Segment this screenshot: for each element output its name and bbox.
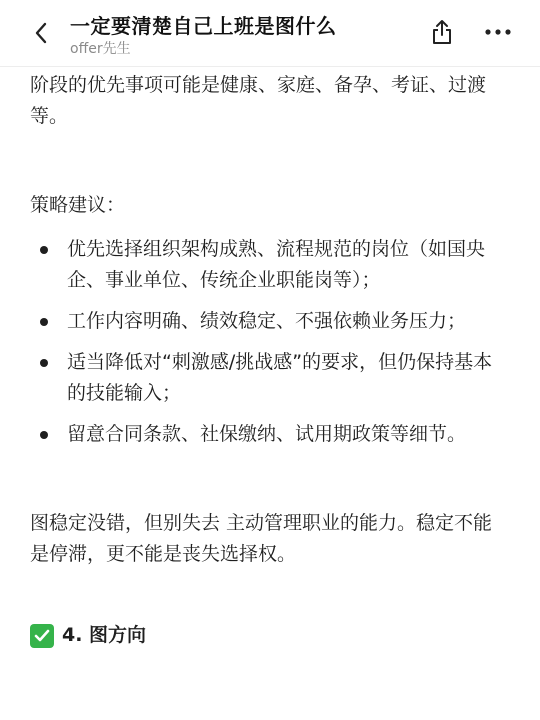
check-mark-icon: [30, 624, 54, 648]
list-item-text: 留意合同条款、社保缴纳、试用期政策等细节。: [67, 423, 467, 445]
top-bar: [0, 0, 540, 67]
bullet-dot: [40, 359, 48, 367]
list-item: [30, 234, 510, 296]
back-button[interactable]: [26, 18, 56, 48]
page-title: 一定要清楚自己上班是图什么: [70, 14, 337, 38]
list-item-text: 优先选择组织架构成熟、流程规范的岗位（如国央企、事业单位、传统企业职能岗等）；: [67, 238, 486, 291]
article-body: [30, 70, 510, 651]
intro-paragraph: 阶段的优先事项可能是健康、家庭、备孕、考证、过渡等。: [30, 74, 487, 127]
list-item: [30, 347, 510, 409]
strategy-label: 策略建议：: [30, 194, 126, 216]
chevron-left-icon: [34, 22, 48, 44]
list-item-text: 适当降低对“刺激感/挑战感”的要求，但仍保持基本的技能输入；: [67, 351, 493, 404]
strategy-list: [30, 234, 510, 450]
share-icon: [430, 18, 454, 46]
conclusion-paragraph: 图稳定没错，但别失去 主动管理职业的能力。稳定不能是停滞，更不能是丧失选择权。: [30, 512, 493, 565]
list-item-text: 工作内容明确、绩效稳定、不强依赖业务压力；: [67, 310, 467, 332]
more-button[interactable]: [482, 18, 514, 46]
bullet-dot: [40, 318, 48, 326]
list-item: [30, 419, 510, 450]
more-icon: [485, 29, 511, 35]
section-heading-text: 4. 图方向: [62, 624, 147, 646]
bullet-dot: [40, 246, 48, 254]
bullet-dot: [40, 431, 48, 439]
author-name[interactable]: offer先生: [70, 41, 131, 57]
share-button[interactable]: [428, 16, 456, 48]
section-heading: [30, 620, 510, 651]
list-item: [30, 306, 510, 337]
